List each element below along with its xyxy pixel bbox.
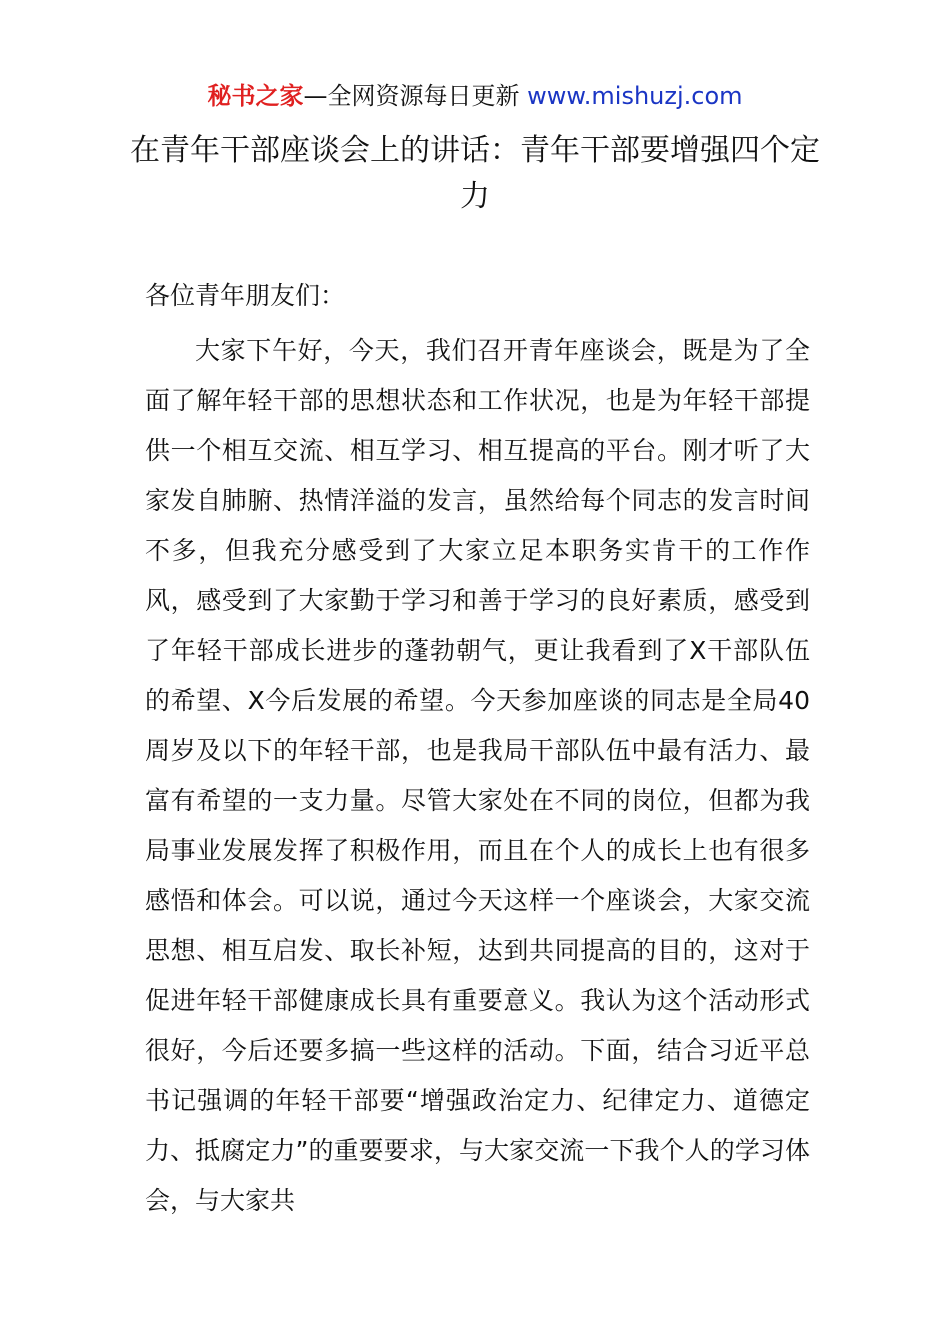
brand-name: 秘书之家 (207, 82, 304, 110)
body-paragraph: 大家下午好，今天，我们召开青年座谈会，既是为了全面了解年轻干部的思想状态和工作状况，也是为年轻干部提供一个相互交流、相互学习、相互提高的平台。刚才听了大家发自肺腑、热情洋溢的发言，虽然给每个同志的发言时间不多，但我充分感受到了大家立足本职务实肯干的工作作风，感受到了大家勤于学习和善于学习的良好素质，感受到了年轻干部成长进步的蓬勃朝气，更让我看到了X干部队伍的希望、X今后发展的希望。今天参加座谈的同志是全局40周岁及以下的年轻干部，也是我局干部队伍中最有活力、最富有希望的一支力量。尽管大家处在不同的岗位，但都为我局事业发展发挥了积极作用，而且在个人的成长上也有很多感悟和体会。可以说，通过今天这样一个座谈会，大家交流思想、相互启发、取长补短，达到共同提高的目的，这对于促进年轻干部健康成长具有重要意义。我认为这个活动形式很好，今后还要多搞一些这样的活动。下面，结合习近平总书记强调的年轻干部要“增强政治定力、纪律定力、道德定力、抵腐定力”的重要要求，与大家交流一下我个人的学习体会，与大家共 (145, 336, 810, 1215)
document-title: 在青年干部座谈会上的讲话：青年干部要增强四个定力 (130, 133, 820, 214)
site-header (0, 80, 950, 112)
salutation: 各位青年朋友们： (145, 281, 346, 310)
header-tagline: —全网资源每日更新 (303, 82, 520, 110)
site-url-link[interactable]: www.mishuzj.com (527, 82, 743, 110)
